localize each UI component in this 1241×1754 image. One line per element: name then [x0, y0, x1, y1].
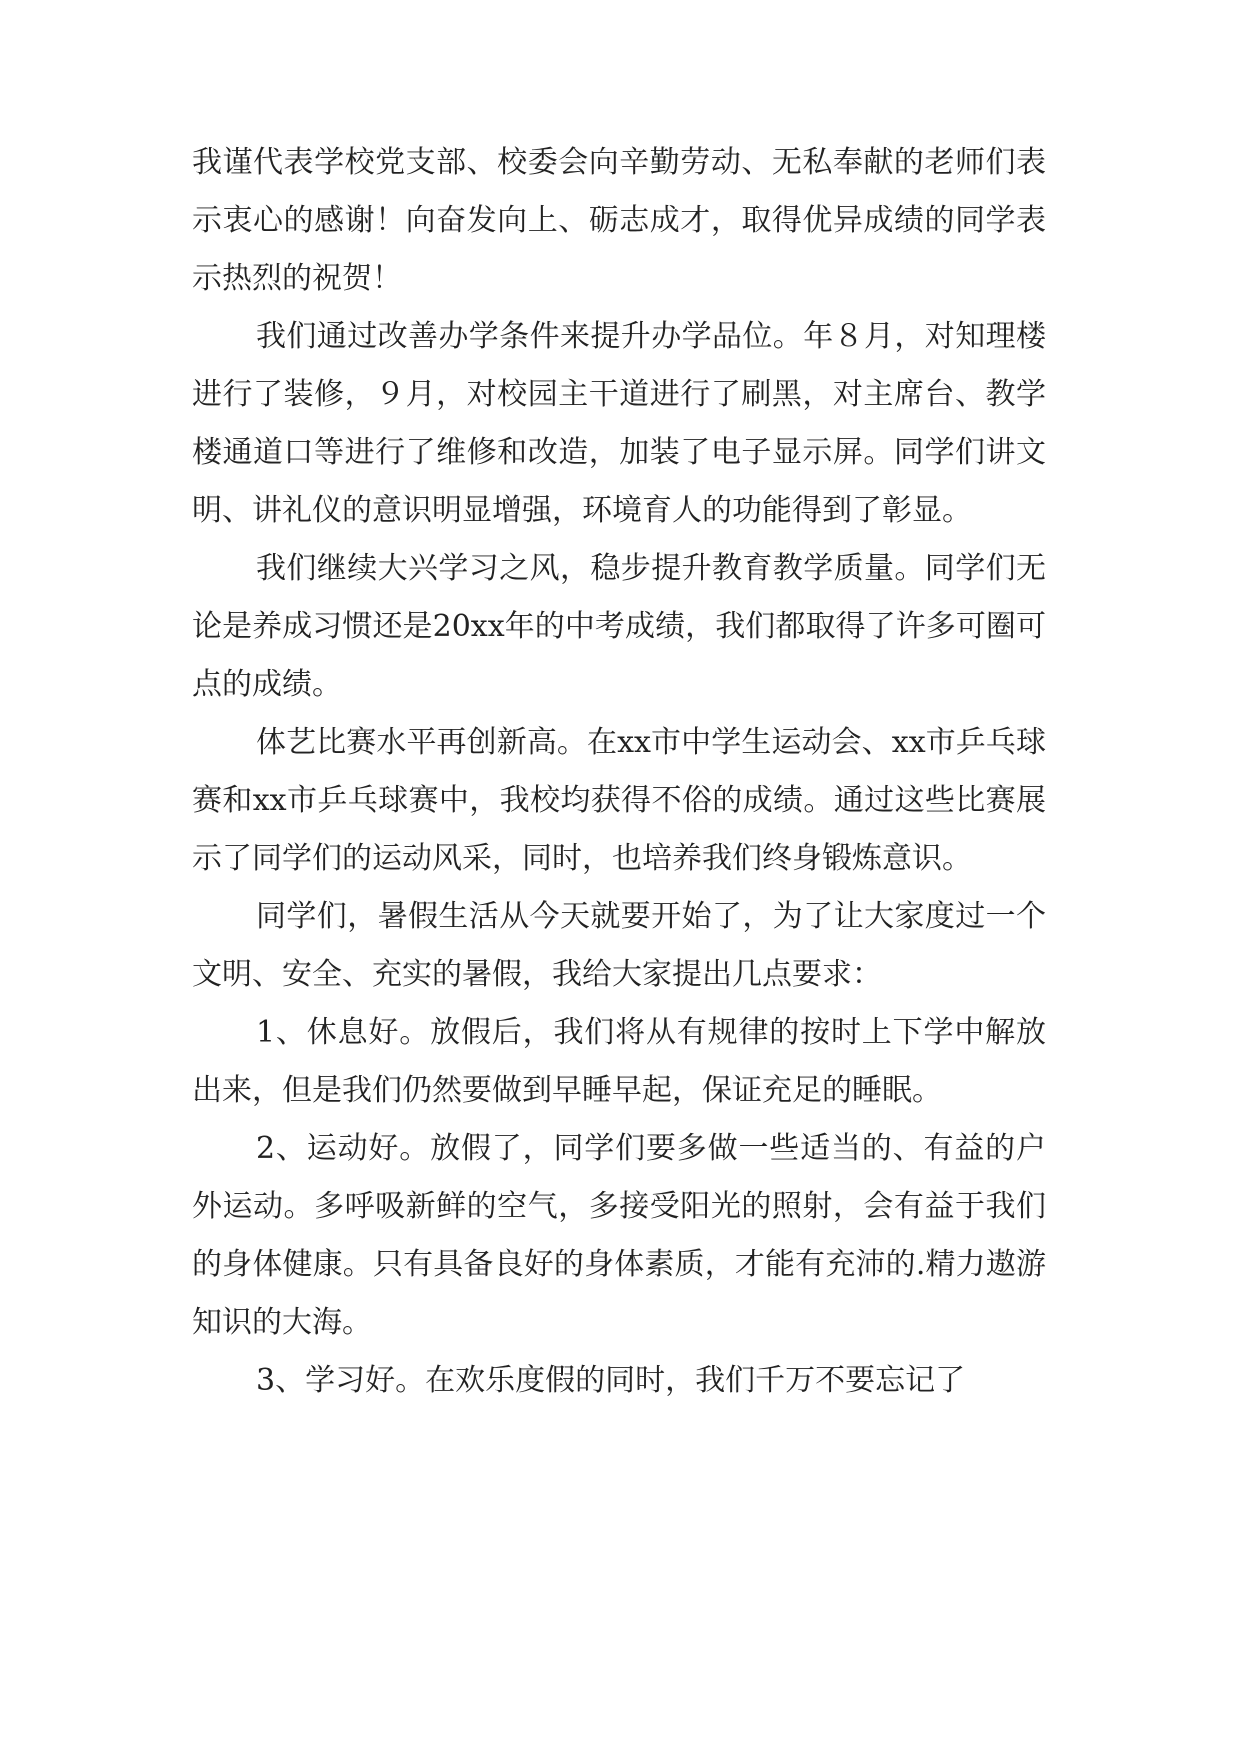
paragraph-2: 我们通过改善办学条件来提升办学品位。年８月，对知理楼进行了装修，９月，对校园主干道进行了刷黑，对主席台、教学楼通道口等进行了维修和改造，加装了电子显示屏。同学们讲文明、讲礼仪的意识明显增强，环境育人的功能得到了彰显。 — [192, 319, 1046, 528]
document-body — [192, 134, 1046, 1410]
paragraph-8: 3、学习好。在欢乐度假的同时，我们千万不要忘记了 — [256, 1363, 966, 1398]
paragraph-7: 2、运动好。放假了，同学们要多做一些适当的、有益的户外运动。多呼吸新鲜的空气，多接受阳光的照射，会有益于我们的身体健康。只有具备良好的身体素质，才能有充沛的.精力遨游知识的大海。 — [192, 1131, 1046, 1340]
paragraph-4: 体艺比赛水平再创新高。在xx市中学生运动会、xx市乒乓球赛和xx市乒乓球赛中，我校均获得不俗的成绩。通过这些比赛展示了同学们的运动风采，同时，也培养我们终身锻炼意识。 — [192, 725, 1046, 876]
paragraph-5: 同学们，暑假生活从今天就要开始了，为了让大家度过一个文明、安全、充实的暑假，我给大家提出几点要求： — [192, 899, 1046, 992]
paragraph-1: 我谨代表学校党支部、校委会向辛勤劳动、无私奉献的老师们表示衷心的感谢！向奋发向上、砺志成才，取得优异成绩的同学表示热烈的祝贺！ — [192, 145, 1046, 296]
paragraph-6: 1、休息好。放假后，我们将从有规律的按时上下学中解放出来，但是我们仍然要做到早睡早起，保证充足的睡眠。 — [192, 1015, 1046, 1108]
paragraph-3: 我们继续大兴学习之风，稳步提升教育教学质量。同学们无论是养成习惯还是20xx年的中考成绩，我们都取得了许多可圈可点的成绩。 — [192, 551, 1046, 702]
